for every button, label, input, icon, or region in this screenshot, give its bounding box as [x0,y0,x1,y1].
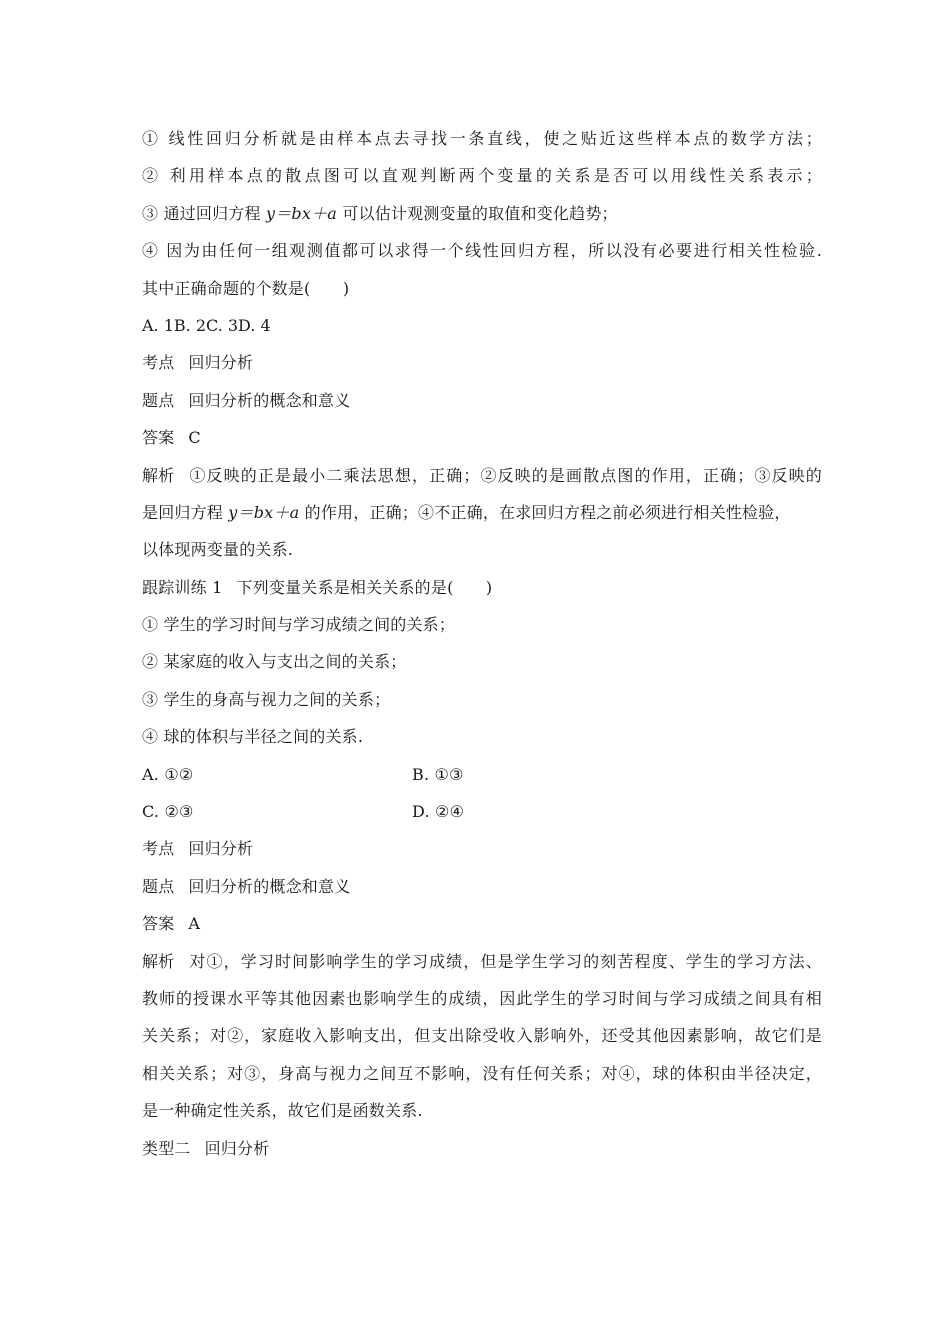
section-title: 回归分析 [204,1138,270,1158]
answer-value: A [188,914,201,934]
q1-analysis-line-2: 是回归方程 y＝bx＋a 的作用，正确；④不正确，在求回归方程之前必须进行相关性检验， [142,502,791,522]
tidian-value: 回归分析的概念和意义 [188,876,351,896]
exercise-label: 跟踪训练 1 [142,577,223,597]
q2-answer [142,909,822,946]
answer-value: C [188,428,201,448]
q2-analysis-line-5: 是一种确定性关系，故它们是函数关系. [142,1101,423,1121]
statement-1: ① 线性回归分析就是由样本点去寻找一条直线，使之贴近这些样本点的数学方法； [142,129,822,148]
tidian-label: 题点 [142,876,175,896]
regression-equation: y＝bx＋a [228,502,300,522]
kaodian-label: 考点 [142,353,175,373]
q2-analysis-line-2: 教师的授课水平等其他因素也影响学生的成绩，因此学生的学习时间与学习成绩之间具有相 [142,988,822,1008]
answer-label: 答案 [142,428,175,448]
option-b: B. ①③ [412,764,464,784]
q1-question: 其中正确命题的个数是( ) [142,278,350,298]
option-a: A. ①② [142,764,194,784]
q1-options: A. 1B. 2C. 3D. 4 [142,315,271,335]
regression-equation: y＝bx＋a [265,203,338,223]
q1-answer [142,423,822,460]
q2-options-row-1 [142,760,822,797]
statement-4: ④ 因为由任何一组观测值都可以求得一个线性回归方程，所以没有必要进行相关性检验. [142,241,822,261]
q1-tidian [142,386,822,423]
tidian-value: 回归分析的概念和意义 [188,390,351,410]
statement-3: ③ 通过回归方程 y＝bx＋a 可以估计观测变量的取值和变化趋势； [142,203,618,223]
option-d: D. ②④ [412,802,465,822]
q2-analysis-line-3: 关关系；对②，家庭收入影响支出，但支出除受收入影响外，还受其他因素影响，故它们是 [142,1026,822,1046]
q2-item-4: ④ 球的体积与半径之间的关系. [142,727,364,747]
q1-kaodian [142,348,822,385]
kaodian-label: 考点 [142,839,175,859]
q2-item-2: ② 某家庭的收入与支出之间的关系； [142,652,407,672]
kaodian-value: 回归分析 [188,353,254,373]
q2-title [142,573,822,610]
tidian-label: 题点 [142,390,175,410]
statement-2: ② 利用样本点的散点图可以直观判断两个变量的关系是否可以用线性关系表示； [142,166,822,186]
exercise-question: 下列变量关系是相关关系的是( ) [236,577,493,597]
analysis-label: 解析 [142,951,175,971]
kaodian-value: 回归分析 [188,839,254,859]
q2-kaodian [142,834,822,871]
q2-analysis-line-4: 相关关系；对③，身高与视力之间互不影响，没有任何关系；对④，球的体积由半径决定， [142,1063,822,1083]
section-heading [142,1134,822,1171]
q2-analysis-line-1: 解析 对①，学习时间影响学生的学习成绩，但是学生学习的刻苦程度、学生的学习方法、 [142,947,822,984]
q2-item-3: ③ 学生的身高与视力之间的关系； [142,689,391,709]
analysis-label: 解析 [142,465,175,485]
section-label: 类型二 [142,1138,191,1158]
q2-options-row-2 [142,797,822,834]
document-page [142,124,822,1171]
q1-analysis-line-1: 解析 ①反映的正是最小二乘法思想，正确；②反映的是画散点图的作用，正确；③反映的 [142,461,822,498]
q1-analysis-line-3: 以体现两变量的关系. [142,540,294,560]
q2-tidian [142,872,822,909]
q2-item-1: ① 学生的学习时间与学习成绩之间的关系； [142,615,456,635]
option-c: C. ②③ [142,802,194,822]
answer-label: 答案 [142,914,175,934]
